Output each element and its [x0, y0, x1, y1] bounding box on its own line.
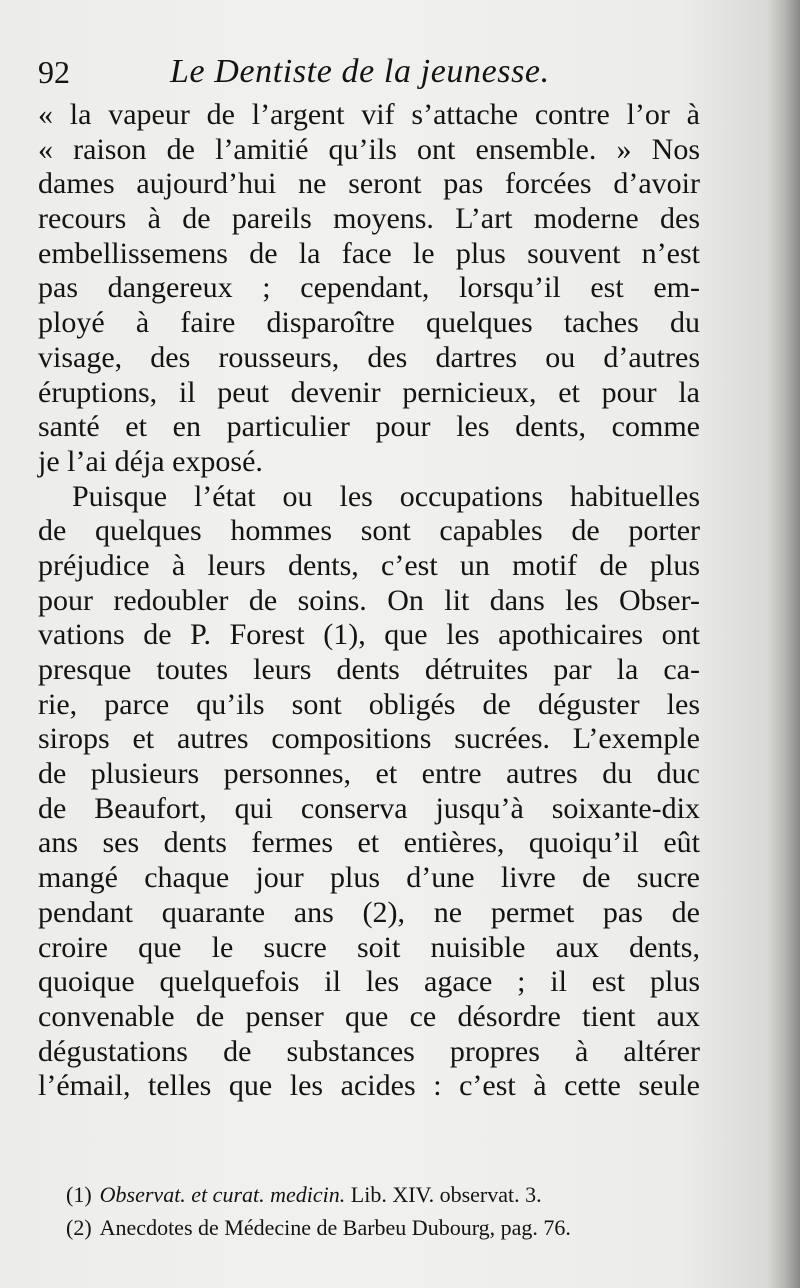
- text-line: croire que le sucre soit nuisible aux dents,: [38, 930, 700, 964]
- running-title: Le Dentiste de la jeunesse.: [170, 53, 550, 90]
- text-line: rie, parce qu’ils sont obligés de déguster les: [38, 687, 700, 721]
- page-edge-shadow: [766, 0, 800, 1288]
- text-line: éruptions, il peut devenir pernicieux, et pour la: [38, 375, 700, 409]
- text-line: dégustations de substances propres à altérer: [38, 1034, 700, 1068]
- text-line: pour redoubler de soins. On lit dans les Obser-: [38, 583, 700, 617]
- text-line: mangé chaque jour plus d’une livre de sucre: [38, 861, 700, 895]
- text-line: recours à de pareils moyens. L’art moderne des: [38, 202, 700, 236]
- text-line: de Beaufort, qui conserva jusqu’à soixante-dix: [38, 791, 700, 825]
- page-number: 92: [38, 54, 70, 90]
- text-line: santé et en particulier pour les dents, comme: [38, 410, 700, 444]
- paragraph-start-line: Puisque l’état ou les occupations habituelles: [72, 479, 700, 513]
- text-line: pendant quarante ans (2), ne permet pas de: [38, 895, 700, 929]
- text-line: quoique quelquefois il les agace ; il est plus: [38, 965, 700, 999]
- text-line: dames aujourd’hui ne seront pas forcées d’avoir: [38, 167, 700, 201]
- text-line: ployé à faire disparoître quelques taches du: [38, 306, 700, 340]
- text-line: sirops et autres compositions sucrées. L’exemple: [38, 722, 700, 756]
- footnotes: [66, 1178, 686, 1244]
- running-head: [38, 48, 738, 94]
- text-line: embellissemens de la face le plus souvent n’est: [38, 236, 700, 270]
- footnote-text: Anecdotes de Médecine de Barbeu Dubourg, pag. 76.: [99, 1215, 571, 1240]
- footnote-2: [66, 1211, 686, 1244]
- body-text: [38, 98, 700, 1104]
- text-line: de plusieurs personnes, et entre autres du duc: [38, 757, 700, 791]
- text-line: préjudice à leurs dents, c’est un motif de plus: [38, 548, 700, 582]
- footnote-marker: (2): [66, 1215, 92, 1240]
- footnote-1: [66, 1178, 686, 1211]
- text-line: « raison de l’amitié qu’ils ont ensemble. » Nos: [38, 132, 700, 166]
- footnote-text: Lib. XIV. observat. 3.: [345, 1182, 542, 1207]
- footnote-marker: (1): [66, 1182, 92, 1207]
- text-line: visage, des rousseurs, des dartres ou d’autres: [38, 340, 700, 374]
- text-line: vations de P. Forest (1), que les apothicaires ont: [38, 618, 700, 652]
- text-line: presque toutes leurs dents détruites par la ca-: [38, 653, 700, 686]
- text-line: pas dangereux ; cependant, lorsqu’il est em-: [38, 271, 700, 305]
- text-line: l’émail, telles que les acides : c’est à cette seule: [38, 1069, 700, 1103]
- footnote-italic-text: Observat. et curat. medicin.: [99, 1182, 346, 1207]
- text-line: « la vapeur de l’argent vif s’attache contre l’or à: [38, 98, 700, 131]
- text-line: convenable de penser que ce désordre tient aux: [38, 999, 700, 1033]
- text-line: ans ses dents fermes et entières, quoiqu’il eût: [38, 826, 700, 860]
- paragraph-end-line: je l’ai déja exposé.: [38, 444, 263, 478]
- text-line: de quelques hommes sont capables de porter: [38, 514, 700, 548]
